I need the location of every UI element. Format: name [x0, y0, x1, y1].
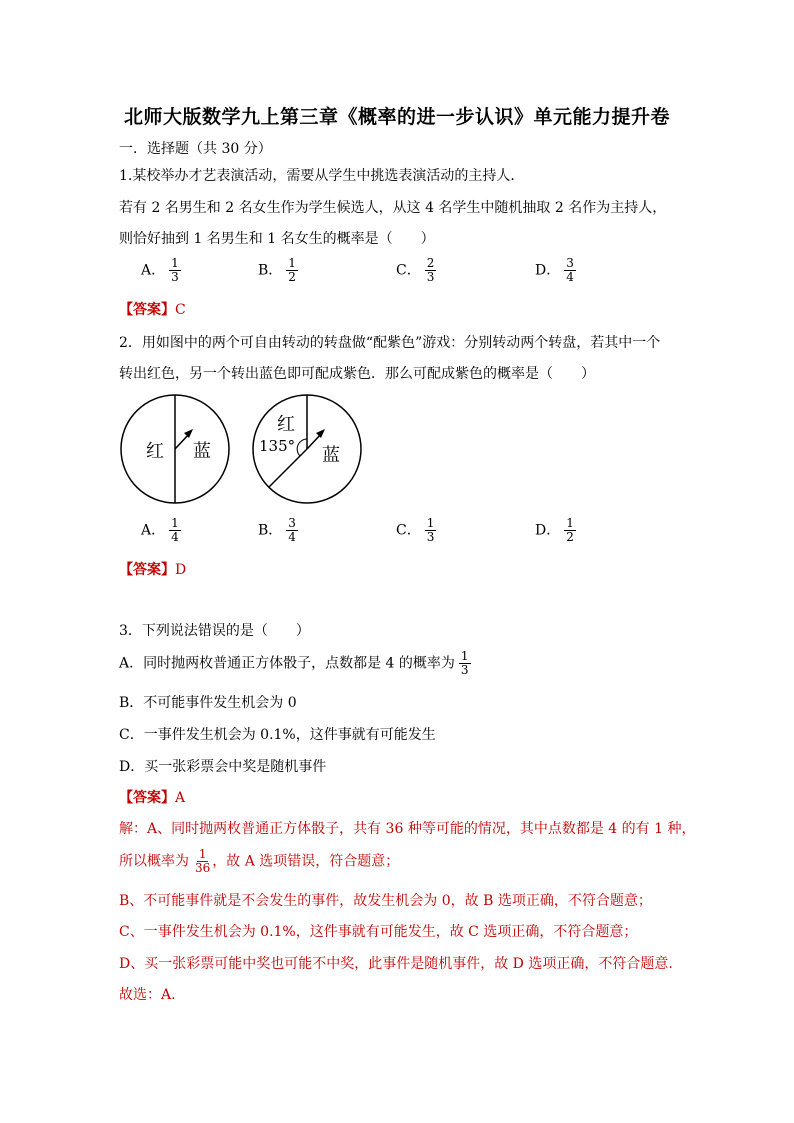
q1-answer: 【答案】C: [119, 302, 186, 318]
q2-answer: 【答案】D: [119, 562, 187, 578]
fraction: $\frac{3}{4}$: [288, 516, 296, 544]
q2-option-d: [535, 517, 576, 544]
option-label: B．: [258, 262, 283, 279]
spinner-1-arrowhead: [184, 429, 193, 438]
q3-answer: 【答案】A: [119, 790, 186, 806]
q2-option-b: [258, 517, 298, 544]
q3-stem: 3．下列说法错误的是（ ）: [119, 623, 310, 639]
page-title: 北师大版数学九上第三章《概率的进一步认识》单元能力提升卷: [123, 106, 670, 128]
spinner-1-right-label: 蓝: [193, 441, 211, 462]
q2-option-a: [141, 517, 181, 544]
q3-solution-line4: C、一事件发生机会为 0.1%，这件事就有可能发生，故 C 选项正确，不符合题意；: [119, 924, 638, 940]
option-label: C．: [396, 262, 421, 279]
q3-solution-line1: 解：A、同时抛两枚普通正方体骰子，共有 36 种等可能的情况，其中点数都是 4 的有 1 种，: [119, 821, 696, 837]
option-label: A．: [141, 262, 166, 279]
fraction: $\frac{3}{4}$: [566, 256, 574, 284]
q1-option-a: [141, 257, 181, 284]
q2-line1: 2．用如图中的两个可自由转动的转盘做“配紫色”游戏：分别转动两个转盘，若其中一个: [119, 335, 661, 351]
q1-line3: 则恰好抽到 1 名男生和 1 名女生的概率是（ ）: [119, 231, 435, 247]
spinner-2-top-label: 红: [277, 414, 295, 435]
fraction: $\frac{1}{3}$: [171, 256, 179, 284]
spinner-2-diagram: [250, 393, 365, 505]
spinner-2-angle-label: 135°: [259, 437, 296, 455]
q1-option-b: [258, 257, 298, 284]
q2-line2: 转出红色，另一个转出蓝色即可配成紫色．那么可配成紫色的概率是（ ）: [119, 366, 595, 382]
spinner-2-right-label: 蓝: [322, 445, 340, 466]
q1-line2: 若有 2 名男生和 2 名女生作为学生候选人，从这 4 名学生中随机抽取 2 名作为主持人，: [119, 200, 667, 216]
option-label: C．: [396, 522, 421, 539]
spinner-1-diagram: [118, 393, 233, 505]
q3-option-d: D．买一张彩票会中奖是随机事件: [119, 759, 327, 775]
q1-line1: 1.某校举办才艺表演活动，需要从学生中挑选表演活动的主持人．: [119, 168, 525, 184]
fraction: $\frac{1}{3}$: [426, 516, 435, 544]
option-label: A．: [141, 522, 166, 539]
q3-solution-line5: D、买一张彩票可能中奖也可能不中奖，此事件是随机事件，故 D 选项正确，不符合题意.: [119, 956, 673, 972]
q1-option-c: [396, 257, 436, 284]
fraction: $\frac{1}{36}$: [195, 847, 211, 875]
spinner-2-arrowhead: [316, 429, 325, 438]
section-heading: 一．选择题（共 30 分）: [119, 141, 272, 157]
option-label: B．: [258, 522, 283, 539]
q3-option-c: C．一事件发生机会为 0.1%，这件事就有可能发生: [119, 727, 436, 743]
fraction: $\frac{1}{4}$: [171, 516, 179, 544]
q3-solution-line6: 故选：A.: [119, 987, 176, 1003]
option-label: D．: [535, 262, 561, 279]
q1-option-d: [535, 257, 576, 284]
q3-option-b: B．不可能事件发生机会为 0: [119, 695, 297, 711]
q3-solution-line3: B、不可能事件就是不会发生的事件，故发生机会为 0，故 B 选项正确，不符合题意；: [119, 893, 652, 909]
option-label: D．: [535, 522, 561, 539]
q2-option-c: [396, 517, 436, 544]
spinner-1-left-label: 红: [146, 441, 164, 462]
q3-solution-line2: 所以概率为 $\frac{1}{36}$ ，故 A 选项错误，符合题意；: [119, 847, 400, 875]
fraction: $\frac{1}{2}$: [288, 256, 296, 284]
fraction: $\frac{1}{2}$: [566, 516, 574, 544]
fraction: $\frac{2}{3}$: [426, 256, 435, 284]
fraction: $\frac{1}{3}$: [460, 649, 469, 677]
q3-option-a: A．同时抛两枚普通正方体骰子，点数都是 4 的概率为 $\frac{1}{3}$: [119, 649, 469, 677]
